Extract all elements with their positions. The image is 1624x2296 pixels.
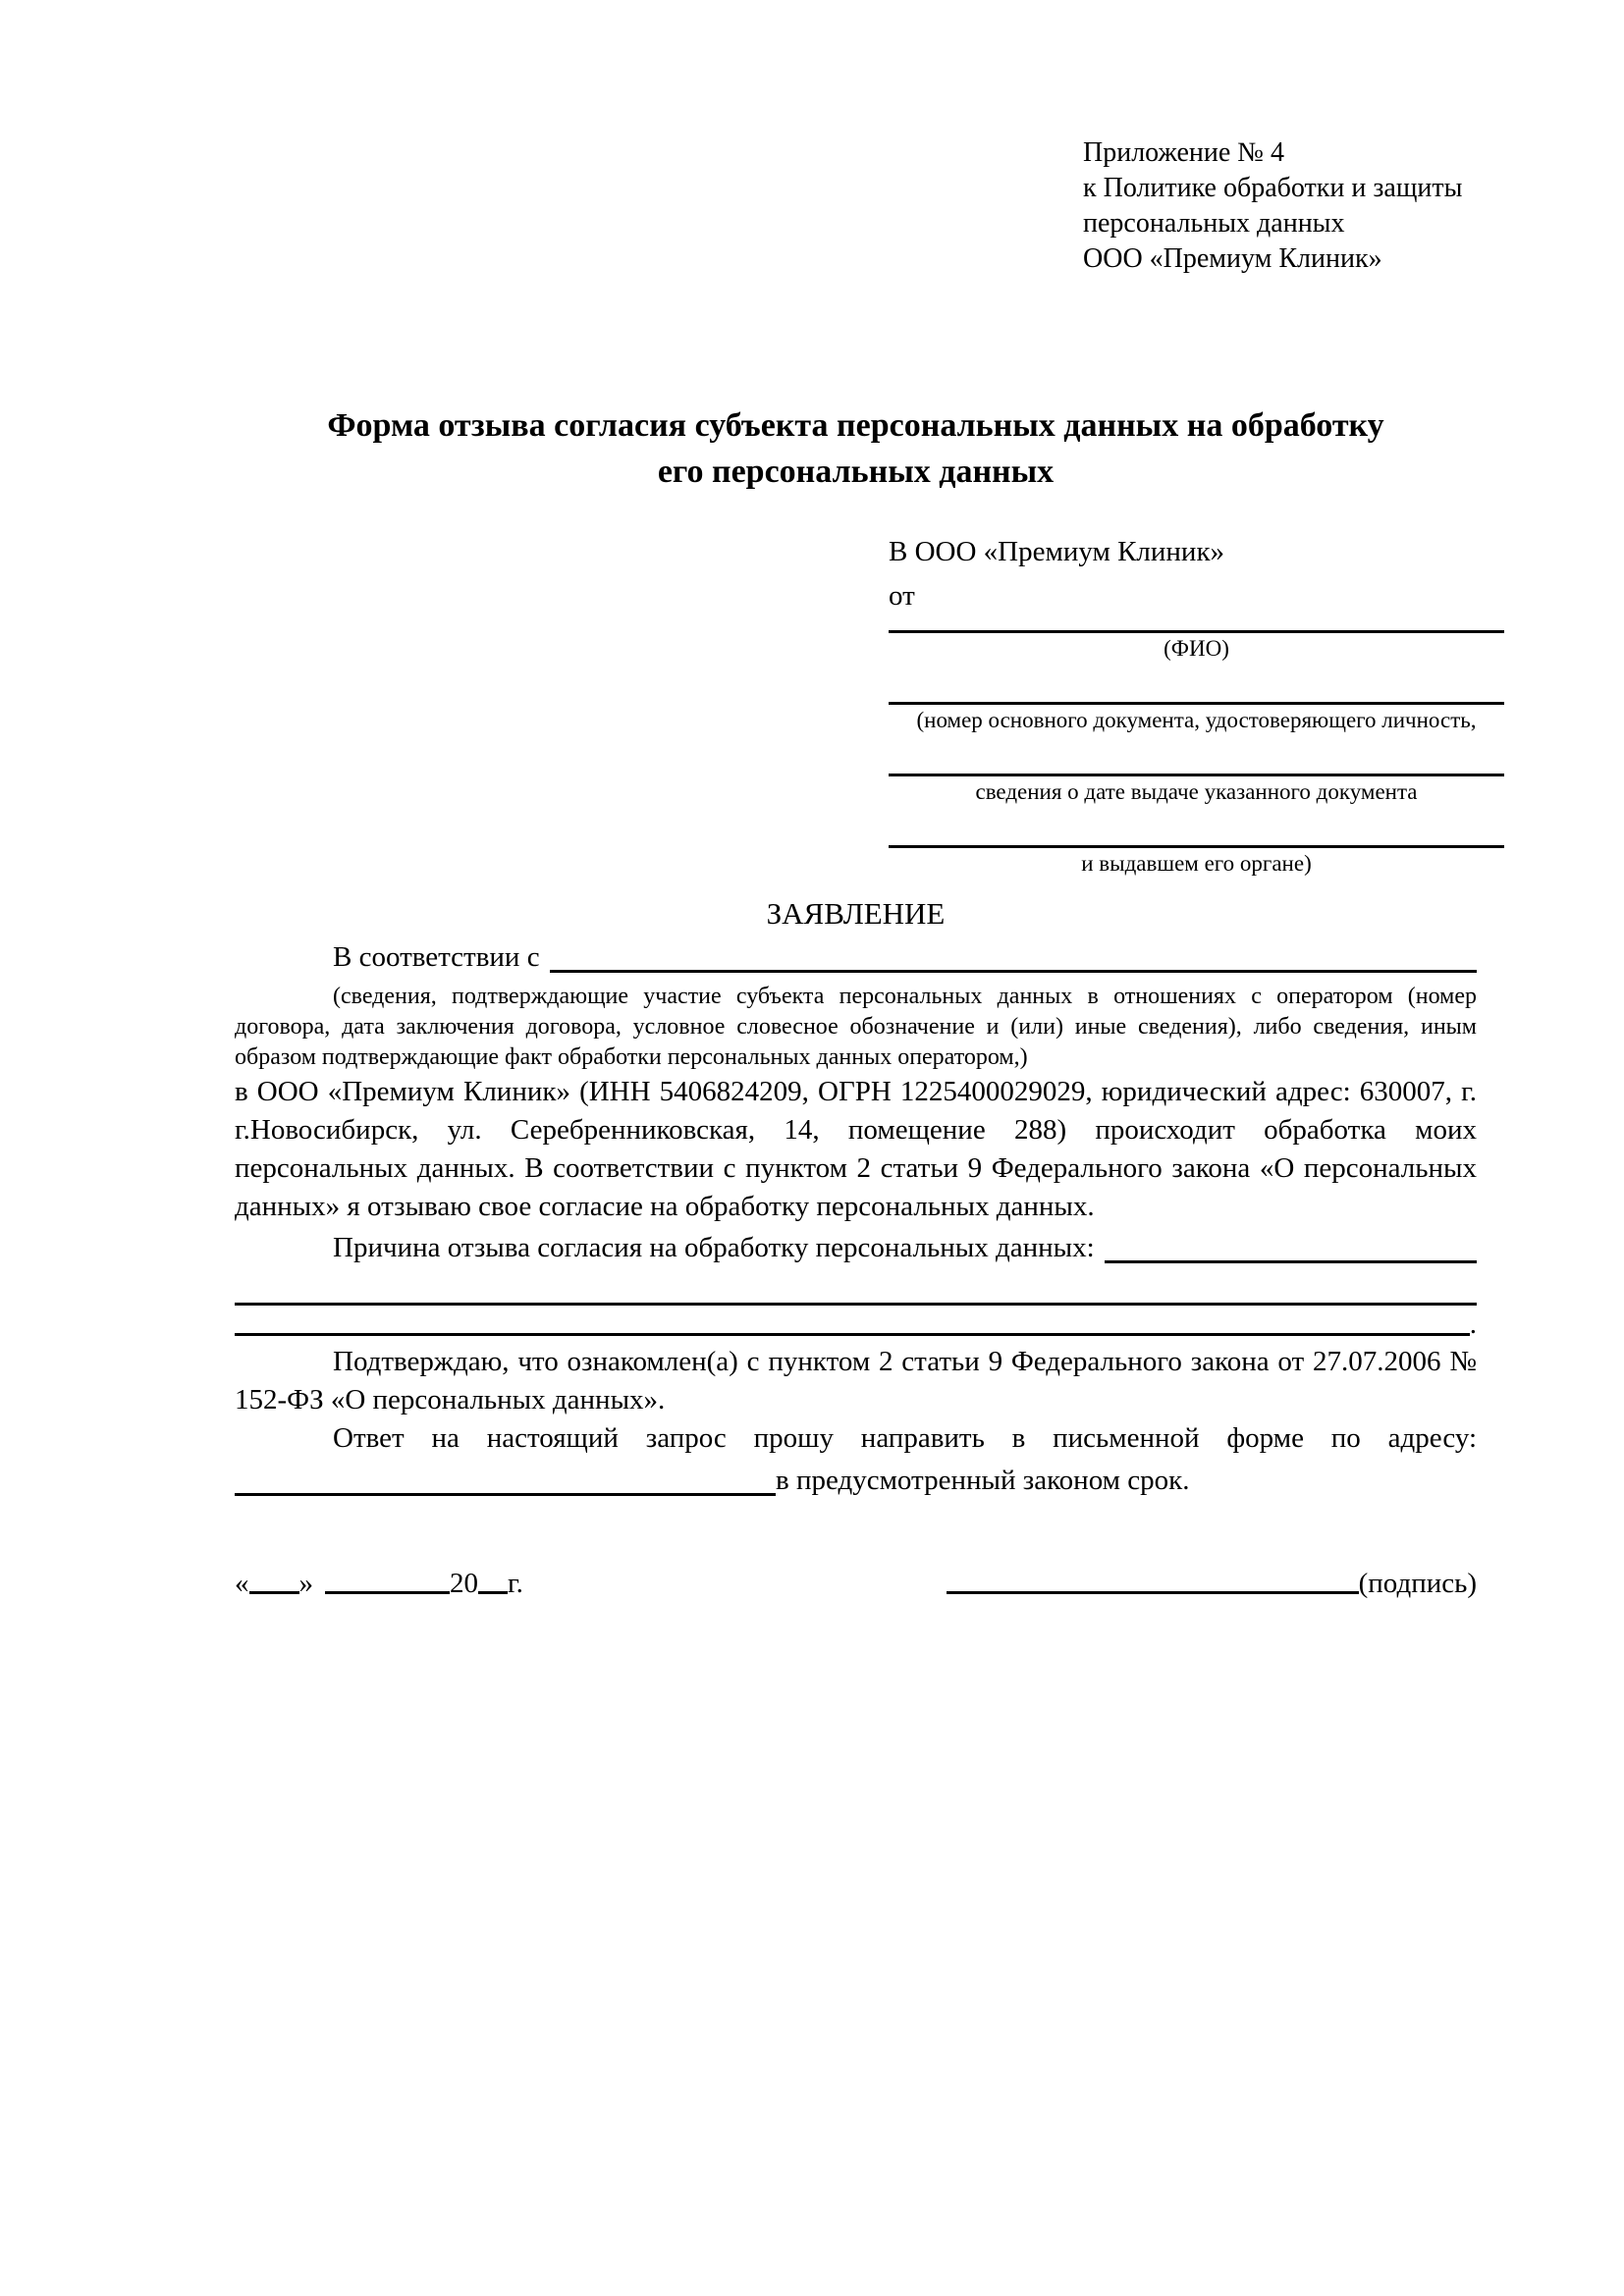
id-document-caption: (номер основного документа, удостоверяющего личность, (916, 708, 1477, 732)
addressee-block (889, 530, 1504, 880)
year-blank-line (478, 1585, 508, 1594)
day-blank-line (249, 1585, 299, 1594)
year-suffix: г. (508, 1568, 523, 1599)
reason-row (235, 1226, 1477, 1270)
accordance-footnote: (сведения, подтверждающие участие субъекта персональных данных в отношениях с оператором (номер договора, дата заключения договора, условное словесное обозначение и (или) иные сведения), либо сведения, иным образом подтверждающие факт обработки персональных данных оператором,) (235, 984, 1477, 1070)
fio-blank-line (889, 618, 1504, 633)
statement-heading: ЗАЯВЛЕНИЕ (766, 896, 946, 931)
document-title (235, 402, 1477, 495)
accordance-row (235, 934, 1477, 980)
year-prefix: 20 (450, 1568, 478, 1599)
appendix-line-1: Приложение № 4 (1083, 137, 1284, 168)
title-line-2: его персональных данных (657, 454, 1055, 490)
reason-extra-blank-line-2 (235, 1306, 1477, 1343)
signature-caption: (подпись) (1358, 1568, 1477, 1599)
reply-request-line: Ответ на настоящий запрос прошу направить в письменной форме по адресу: (333, 1422, 1477, 1454)
issuing-authority-caption: и выдавшем его органе) (1081, 851, 1312, 876)
appendix-line-2: к Политике обработки и защиты (1083, 173, 1463, 203)
issue-date-blank-line (889, 762, 1504, 776)
reason-blank-line (1105, 1226, 1477, 1263)
addressee-to: В ООО «Премиум Клиник» (889, 536, 1225, 567)
accordance-blank-line (550, 934, 1477, 973)
appendix-block (1083, 0, 1477, 277)
reply-tail: в предусмотренный законом срок. (776, 1465, 1190, 1496)
signature-blank-line (947, 1585, 1359, 1594)
signature-line (947, 1562, 1477, 1606)
sentence-period: . (1469, 1308, 1477, 1340)
addressee-from-label: от (889, 580, 915, 612)
reply-address-row (235, 1458, 1477, 1503)
reason-label: Причина отзыва согласия на обработку персональных данных: (333, 1232, 1095, 1263)
reply-address-blank-line (235, 1458, 776, 1496)
confirmation-paragraph: Подтверждаю, что ознакомлен(а) с пунктом 2 статьи 9 Федерального закона от 27.07.2006 № 152-ФЗ «О персональных данных». (235, 1346, 1477, 1415)
date-line (235, 1562, 523, 1606)
title-line-1: Форма отзыва согласия субъекта персональных данных на обработку (327, 407, 1384, 444)
accordance-label: В соответствии с (333, 941, 540, 973)
reason-extra-blank-line-2-rule (235, 1333, 1470, 1336)
month-blank-line (325, 1585, 450, 1594)
issue-date-caption: сведения о дате выдаче указанного документа (975, 779, 1418, 804)
date-signature-row (235, 1562, 1477, 1606)
open-quote: « (235, 1568, 249, 1599)
issuing-authority-blank-line (889, 833, 1504, 848)
appendix-line-4: ООО «Премиум Клиник» (1083, 243, 1382, 274)
fio-caption: (ФИО) (1164, 636, 1229, 661)
close-quote: » (298, 1568, 313, 1599)
statement-body-paragraph: в ООО «Премиум Клиник» (ИНН 5406824209, ОГРН 1225400029029, юридический адрес: 630007, г. г.Новосибирск, ул. Серебренниковская, 14, помещение 288) происходит обработка моих персональных данных. В соответствии с пунктом 2 статьи 9 Федерального закона «О персональных данных» я отзываю свое согласие на обработку персональных данных. (235, 1076, 1477, 1222)
appendix-line-3: персональных данных (1083, 208, 1345, 239)
id-document-blank-line (889, 690, 1504, 705)
